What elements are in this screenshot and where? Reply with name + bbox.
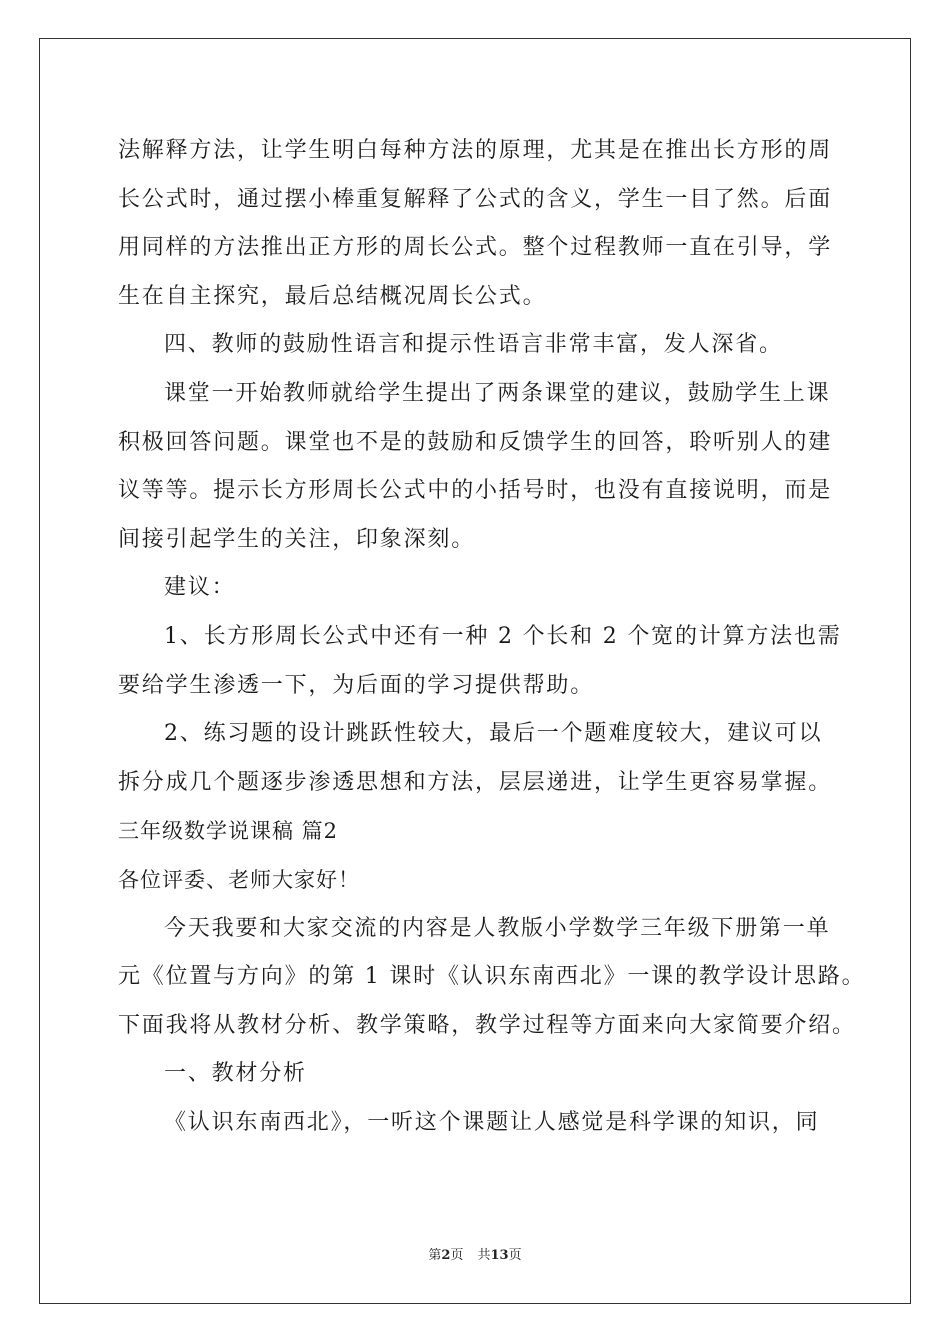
text-line: 法解释方法，让学生明白每种方法的原理，尤其是在推出长方形的周	[118, 138, 833, 163]
text-line: 建议：	[164, 575, 236, 601]
text-line: 1、长方形周长公式中还有一种 2 个长和 2 个宽的计算方法也需	[164, 623, 842, 649]
text-line: 生在自主探究，最后总结概况周长公式。	[118, 283, 547, 309]
text-line: 间接引起学生的关注，印象深刻。	[118, 526, 476, 552]
section-heading-line: 三年级数学说课稿 篇2	[118, 819, 339, 844]
total-label-suffix: 页	[508, 1248, 522, 1263]
text-line: 积极回答问题。课堂也不是的鼓励和反馈学生的回答，聆听别人的建	[118, 429, 833, 455]
page-number: 2	[441, 1248, 451, 1263]
total-pages: 13	[490, 1248, 509, 1263]
text-line: 拆分成几个题逐步渗透思想和方法，层层递进，让学生更容易掌握。	[118, 769, 833, 795]
text-line: 《认识东南西北》，一听这个课题让人感觉是科学课的知识，同	[164, 1109, 820, 1135]
text-line: 用同样的方法推出正方形的周长公式。整个过程教师一直在引导，学	[118, 235, 833, 261]
text-line: 课堂一开始教师就给学生提出了两条课堂的建议，鼓励学生上课	[164, 380, 831, 406]
text-line: 下面我将从教材分析、教学策略，教学过程等方面来向大家简要介绍。	[118, 1012, 856, 1038]
document-body	[118, 127, 866, 1147]
text-line: 一、教材分析	[164, 1061, 307, 1087]
total-label-prefix: 共	[477, 1248, 491, 1263]
text-line: 长公式时，通过摆小棒重复解释了公式的含义，学生一目了然。后面	[118, 186, 833, 212]
text-line: 2、练习题的设计跳跃性较大，最后一个题难度较大，建议可以	[164, 721, 823, 747]
page-label-prefix: 第	[428, 1248, 442, 1263]
text-line: 今天我要和大家交流的内容是人教版小学数学三年级下册第一单	[164, 915, 831, 941]
text-line: 议等等。提示长方形周长公式中的小括号时，也没有直接说明，而是	[118, 478, 833, 504]
page-label-suffix: 页	[450, 1248, 464, 1263]
page-footer	[0, 1247, 950, 1265]
text-line: 元《位置与方向》的第 1 课时《认识东南西北》一课的教学设计思路。	[118, 964, 866, 990]
text-line: 四、教师的鼓励性语言和提示性语言非常丰富，发人深省。	[164, 332, 783, 358]
text-line: 要给学生渗透一下，为后面的学习提供帮助。	[118, 672, 595, 698]
section-heading-line: 各位评委、老师大家好！	[118, 867, 360, 892]
